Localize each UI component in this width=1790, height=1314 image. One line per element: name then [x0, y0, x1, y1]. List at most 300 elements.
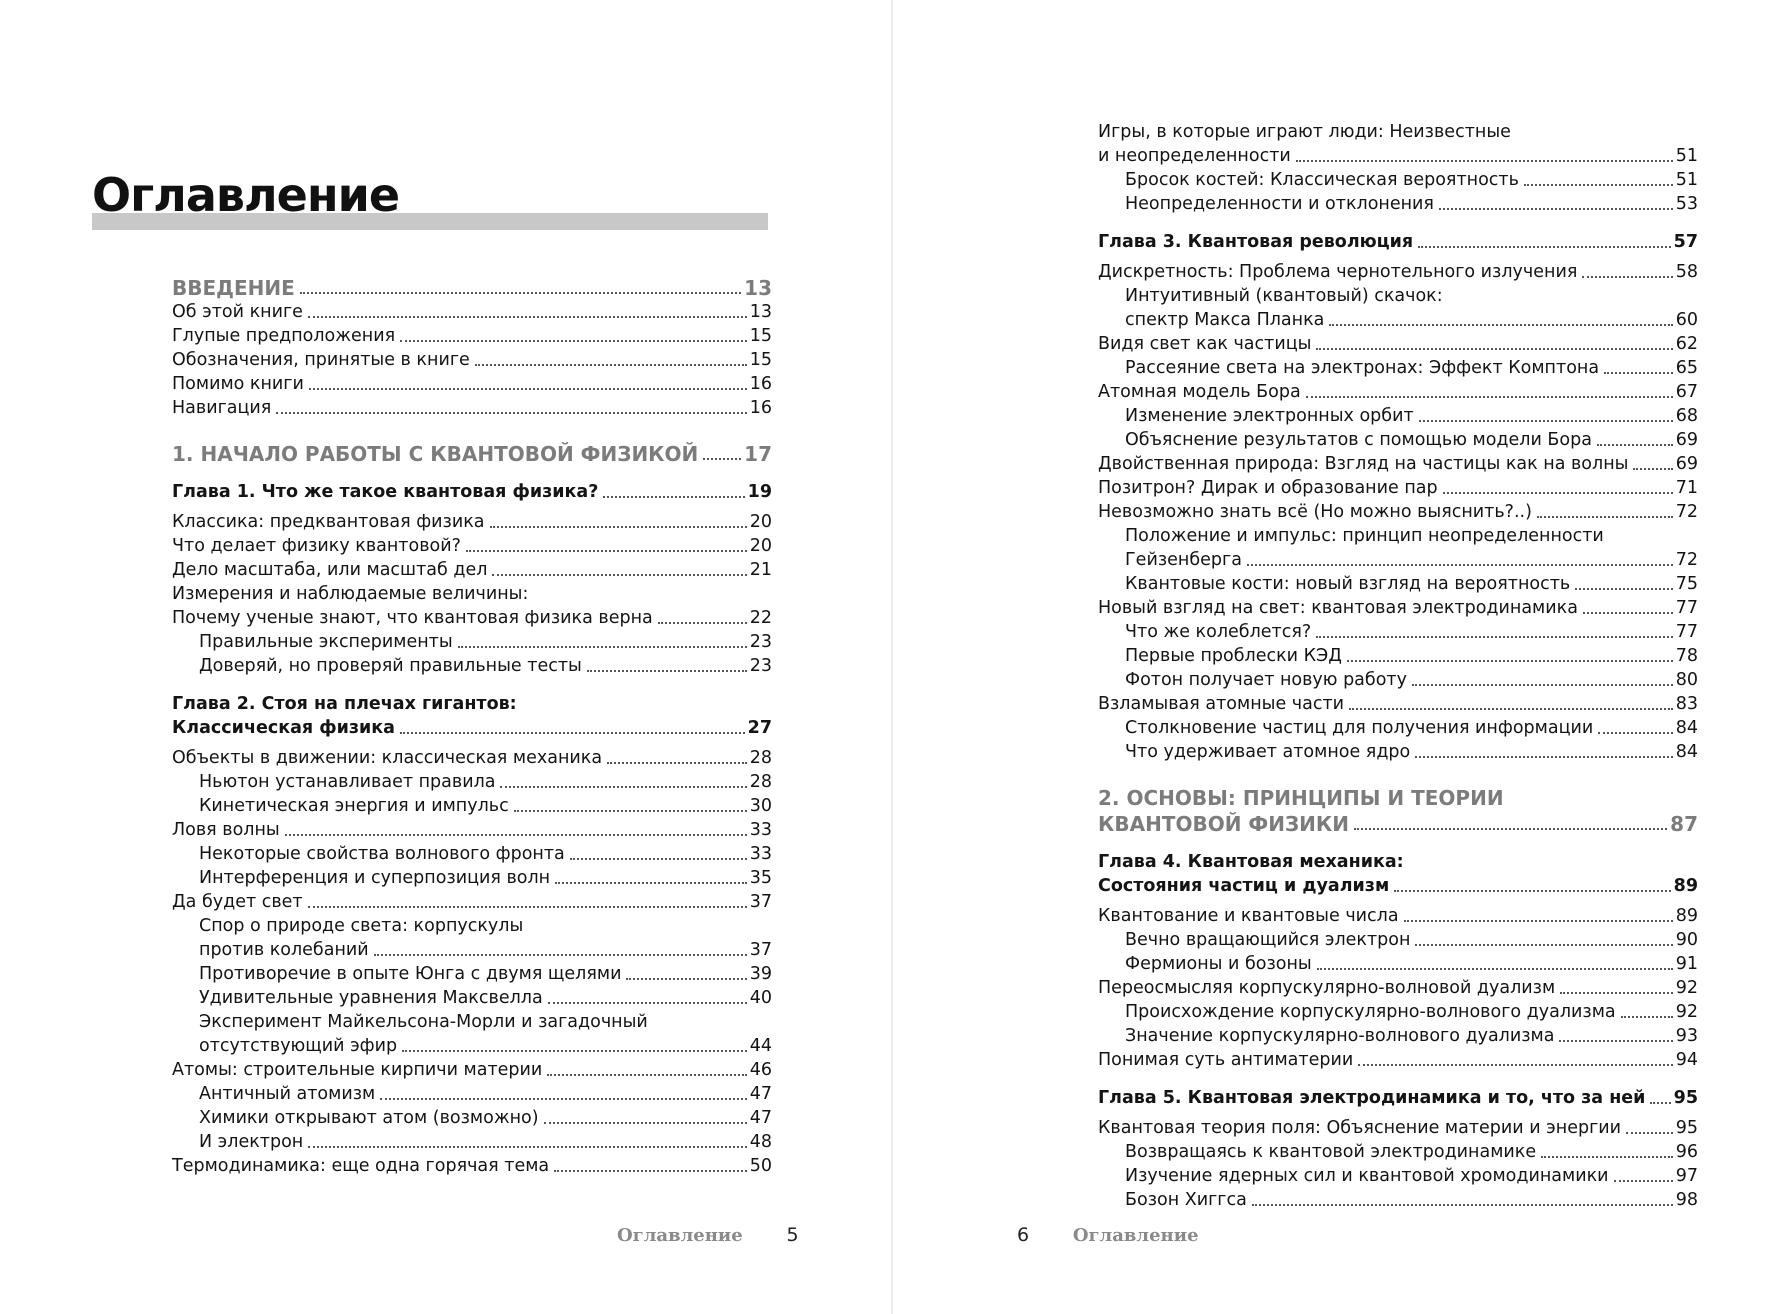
toc-page-number: 94 — [1675, 1050, 1698, 1070]
toc-page-number: 37 — [749, 892, 772, 912]
toc-entry-title: Квантовые кости: новый взгляд на вероятность — [1125, 574, 1571, 594]
toc-entry — [1098, 192, 1698, 216]
toc-page-number: 87 — [1670, 812, 1698, 836]
toc-entry-title: Переосмысляя корпускулярно-волновой дуализм — [1098, 978, 1556, 998]
toc-entry — [1098, 524, 1698, 548]
dot-leader — [1329, 324, 1672, 326]
toc-page-number: 35 — [749, 868, 772, 888]
toc-entry-title: 2. ОСНОВЫ: ПРИНЦИПЫ И ТЕОРИИ — [1098, 786, 1504, 810]
dot-leader — [492, 574, 746, 576]
dot-leader — [1412, 684, 1673, 686]
toc-page-number: 17 — [744, 442, 772, 466]
dot-leader — [475, 364, 747, 366]
toc-entry — [172, 324, 772, 348]
toc-chapter-heading — [172, 480, 772, 504]
toc-chapter-heading — [1098, 1086, 1698, 1110]
toc-page-number: 78 — [1675, 646, 1698, 666]
toc-page-number: 69 — [1675, 454, 1698, 474]
dot-leader — [1650, 1102, 1670, 1104]
toc-page-number: 83 — [1675, 694, 1698, 714]
dot-leader — [402, 1050, 747, 1052]
toc-entry-title: Интерференция и суперпозиция волн — [199, 868, 551, 888]
toc-page-number: 23 — [749, 632, 772, 652]
toc-page-number: 97 — [1675, 1166, 1698, 1186]
toc-entry-title: КВАНТОВОЙ ФИЗИКИ — [1098, 812, 1350, 836]
running-footer-label: Оглавление — [617, 1225, 743, 1246]
toc-entry-title: Атомы: строительные кирпичи материи — [172, 1060, 543, 1080]
toc-entry-title: Игры, в которые играют люди: Неизвестные — [1098, 122, 1511, 142]
dot-leader — [544, 1122, 747, 1124]
dot-leader — [1317, 968, 1673, 970]
dot-leader — [1621, 1016, 1673, 1018]
toc-entry-title: Ловя волны — [172, 820, 280, 840]
toc-entry-title: Что удерживает атомное ядро — [1125, 742, 1411, 762]
toc-entry — [172, 890, 772, 914]
dot-leader — [1524, 184, 1673, 186]
toc-entry-title: Почему ученые знают, что квантовая физика верна — [172, 608, 653, 628]
dot-leader — [1541, 1156, 1673, 1158]
toc-page-number: 47 — [749, 1084, 772, 1104]
toc-entry — [172, 372, 772, 396]
toc-entry — [1098, 356, 1698, 380]
dot-leader — [1316, 636, 1673, 638]
toc-entry-title: Возвращаясь к квантовой электродинамике — [1125, 1142, 1537, 1162]
toc-page-number: 80 — [1675, 670, 1698, 690]
toc-page-number: 67 — [1675, 382, 1698, 402]
toc-entry-title: Глава 3. Квантовая революция — [1098, 232, 1414, 252]
toc-page-number: 68 — [1675, 406, 1698, 426]
toc-page-number: 96 — [1675, 1142, 1698, 1162]
toc-entry — [172, 300, 772, 324]
toc-entry — [172, 914, 772, 938]
dot-leader — [1439, 208, 1673, 210]
toc-entry — [172, 818, 772, 842]
toc-entry-title: спектр Макса Планка — [1125, 310, 1325, 330]
toc-entry — [1098, 380, 1698, 404]
toc-entry — [172, 606, 772, 630]
toc-page-number: 21 — [749, 560, 772, 580]
toc-page-number: 95 — [1673, 1088, 1698, 1108]
toc-chapter-heading — [1098, 850, 1698, 874]
toc-entry-title: Неопределенности и отклонения — [1125, 194, 1434, 214]
toc-entry — [172, 1106, 772, 1130]
dot-leader — [490, 526, 747, 528]
toc-entry-title: отсутствующий эфир — [199, 1036, 398, 1056]
toc-entry — [1098, 668, 1698, 692]
toc-entry — [1098, 1024, 1698, 1048]
dot-leader — [1559, 1040, 1672, 1042]
toc-page-number: 69 — [1675, 430, 1698, 450]
toc-part-heading — [172, 442, 772, 466]
page-number: 5 — [786, 1224, 799, 1246]
toc-page-number: 72 — [1675, 550, 1698, 570]
dot-leader — [570, 858, 747, 860]
toc-entry — [1098, 1188, 1698, 1212]
toc-entry-title: Вечно вращающийся электрон — [1125, 930, 1411, 950]
toc-entry — [1098, 1140, 1698, 1164]
toc-page-number: 46 — [749, 1060, 772, 1080]
toc-entry — [1098, 1116, 1698, 1140]
toc-entry — [1098, 144, 1698, 168]
toc-entry-title: Об этой книге — [172, 302, 303, 322]
toc-entry — [172, 630, 772, 654]
toc-entry — [1098, 500, 1698, 524]
toc-page-number: 15 — [749, 350, 772, 370]
toc-entry — [172, 962, 772, 986]
toc-page-number: 92 — [1675, 978, 1698, 998]
dot-leader — [1306, 396, 1673, 398]
toc-page-number: 77 — [1675, 622, 1698, 642]
toc-entry — [1098, 548, 1698, 572]
dot-leader — [400, 340, 747, 342]
toc-entry — [172, 510, 772, 534]
toc-entry — [1098, 428, 1698, 452]
toc-page-number: 84 — [1675, 718, 1698, 738]
toc-entry-title: Глава 4. Квантовая механика: — [1098, 852, 1404, 872]
toc-entry-title: Эксперимент Майкельсона-Морли и загадочный — [199, 1012, 648, 1032]
dot-leader — [1354, 828, 1667, 830]
toc-entry-title: Классика: предквантовая физика — [172, 512, 485, 532]
dot-leader — [1296, 160, 1673, 162]
toc-page-number: 60 — [1675, 310, 1698, 330]
toc-entry — [172, 582, 772, 606]
dot-leader — [1604, 372, 1673, 374]
toc-entry — [172, 1010, 772, 1034]
right-page — [893, 0, 1790, 1314]
left-footer — [617, 1224, 799, 1246]
toc-entry-title: Положение и импульс: принцип неопределенности — [1125, 526, 1604, 546]
running-footer-label: Оглавление — [1072, 1225, 1199, 1246]
toc-entry — [172, 534, 772, 558]
toc-entry — [1098, 928, 1698, 952]
toc-entry-title: Доверяй, но проверяй правильные тесты — [199, 656, 582, 676]
toc-entry — [172, 986, 772, 1010]
page-number: 6 — [1017, 1224, 1030, 1246]
toc-entry-title: Квантовая теория поля: Объяснение материи и энергии — [1098, 1118, 1622, 1138]
toc-entry — [1098, 740, 1698, 764]
toc-entry-title: Объекты в движении: классическая механика — [172, 748, 603, 768]
toc-page-number: 84 — [1675, 742, 1698, 762]
toc-entry-title: Гейзенберга — [1125, 550, 1242, 570]
toc-entry — [172, 558, 772, 582]
toc-page-number: 98 — [1675, 1190, 1698, 1210]
toc-page-number: 23 — [749, 656, 772, 676]
toc-entry-title: Кинетическая энергия и импульс — [199, 796, 509, 816]
dot-leader — [466, 550, 747, 552]
toc-page-number: 93 — [1675, 1026, 1698, 1046]
dot-leader — [1394, 890, 1670, 892]
dot-leader — [1626, 1132, 1673, 1134]
toc-entry — [172, 348, 772, 372]
toc-entry — [172, 1082, 772, 1106]
toc-entry — [172, 770, 772, 794]
dot-leader — [1582, 276, 1672, 278]
toc-entry-title: Спор о природе света: корпускулы — [199, 916, 524, 936]
dot-leader — [555, 882, 747, 884]
toc-chapter-heading — [172, 716, 772, 740]
toc-entry — [1098, 260, 1698, 284]
toc-entry — [172, 1058, 772, 1082]
toc-entry — [1098, 1000, 1698, 1024]
toc-page-number: 15 — [749, 326, 772, 346]
dot-leader — [1575, 588, 1673, 590]
toc-page-number: 47 — [749, 1108, 772, 1128]
toc-entry — [1098, 1164, 1698, 1188]
toc-entry — [172, 1154, 772, 1178]
toc-entry — [1098, 716, 1698, 740]
dot-leader — [548, 1002, 747, 1004]
toc-entry-title: Новый взгляд на свет: квантовая электродинамика — [1098, 598, 1578, 618]
toc-chapter-heading — [172, 692, 772, 716]
toc-chapter-heading — [1098, 874, 1698, 898]
dot-leader — [308, 1146, 746, 1148]
toc-entry-title: Химики открывают атом (возможно) — [199, 1108, 539, 1128]
toc-page-number: 57 — [1673, 232, 1698, 252]
dot-leader — [1349, 708, 1673, 710]
toc-page-number: 51 — [1675, 146, 1698, 166]
toc-entry-title: И электрон — [199, 1132, 304, 1152]
toc-entry — [172, 1130, 772, 1154]
toc-entry — [1098, 168, 1698, 192]
toc-page-number: 28 — [749, 748, 772, 768]
dot-leader — [1614, 1180, 1673, 1182]
toc-entry — [1098, 572, 1698, 596]
toc-entry-title: Фотон получает новую работу — [1125, 670, 1407, 690]
toc-entry-title: 1. НАЧАЛО РАБОТЫ С КВАНТОВОЙ ФИЗИКОЙ — [172, 442, 699, 466]
dot-leader — [400, 732, 745, 734]
dot-leader — [300, 292, 741, 294]
toc-entry-title: Состояния частиц и дуализм — [1098, 876, 1390, 896]
toc-page-number: 40 — [749, 988, 772, 1008]
toc-entry — [1098, 404, 1698, 428]
toc-entry-title: Помимо книги — [172, 374, 304, 394]
toc-entry — [1098, 952, 1698, 976]
toc-entry-title: Квантование и квантовые числа — [1098, 906, 1399, 926]
toc-entry-title: Глава 2. Стоя на плечах гигантов: — [172, 694, 517, 714]
toc-entry-title: Навигация — [172, 398, 272, 418]
toc-entry-title: Да будет свет — [172, 892, 303, 912]
toc-entry-title: Некоторые свойства волнового фронта — [199, 844, 565, 864]
toc-entry — [172, 938, 772, 962]
toc-entry-title: Ньютон устанавливает правила — [199, 772, 496, 792]
dot-leader — [1347, 660, 1673, 662]
toc-entry-title: Первые проблески КЭД — [1125, 646, 1342, 666]
toc-page-number: 58 — [1675, 262, 1698, 282]
toc-page-number: 62 — [1675, 334, 1698, 354]
toc-entry-title: Интуитивный (квантовый) скачок: — [1125, 286, 1443, 306]
toc-page-number: 16 — [749, 398, 772, 418]
toc-page-number: 95 — [1675, 1118, 1698, 1138]
right-footer — [1017, 1224, 1199, 1246]
toc-part-heading — [1098, 812, 1698, 836]
dot-leader — [1247, 564, 1673, 566]
dot-leader — [1419, 420, 1673, 422]
dot-leader — [587, 670, 747, 672]
toc-entry — [172, 866, 772, 890]
dot-leader — [658, 622, 747, 624]
toc-entry — [1098, 284, 1698, 308]
toc-entry — [1098, 644, 1698, 668]
toc-entry-title: Обозначения, принятые в книге — [172, 350, 470, 370]
toc-page-number: 16 — [749, 374, 772, 394]
dot-leader — [554, 1170, 747, 1172]
toc-page-number: 30 — [749, 796, 772, 816]
dot-leader — [285, 834, 747, 836]
toc-entry — [172, 1034, 772, 1058]
toc-page-number: 89 — [1673, 876, 1698, 896]
dot-leader — [1316, 348, 1672, 350]
toc-entry — [1098, 596, 1698, 620]
toc-entry-title: Классическая физика — [172, 718, 395, 738]
toc-page-number: 89 — [1675, 906, 1698, 926]
dot-leader — [1560, 992, 1673, 994]
toc-entry-title: Дискретность: Проблема чернотельного излучения — [1098, 262, 1578, 282]
dot-leader — [1418, 246, 1671, 248]
dot-leader — [1404, 920, 1673, 922]
toc-page-number: 28 — [749, 772, 772, 792]
dot-leader — [308, 906, 747, 908]
toc-entry-title: Изучение ядерных сил и квантовой хромодинамики — [1125, 1166, 1609, 1186]
dot-leader — [276, 412, 746, 414]
dot-leader — [547, 1074, 746, 1076]
toc-entry-title: Фермионы и бозоны — [1125, 954, 1312, 974]
dot-leader — [500, 786, 746, 788]
toc-page-number: 48 — [749, 1132, 772, 1152]
toc-entry — [172, 842, 772, 866]
toc-page-number: 19 — [747, 482, 772, 502]
toc-entry-title: Античный атомизм — [199, 1084, 376, 1104]
toc-entry-title: Удивительные уравнения Максвелла — [199, 988, 543, 1008]
toc-entry-title: Термодинамика: еще одна горячая тема — [172, 1156, 550, 1176]
toc-entry-title: Глупые предположения — [172, 326, 396, 346]
toc-right-column — [1098, 120, 1698, 1212]
toc-page-number: 22 — [749, 608, 772, 628]
toc-entry-title: Столкновение частиц для получения информации — [1125, 718, 1594, 738]
toc-entry-title: Атомная модель Бора — [1098, 382, 1301, 402]
toc-entry-title: Правильные эксперименты — [199, 632, 453, 652]
toc-entry-title: против колебаний — [199, 940, 369, 960]
dot-leader — [458, 646, 747, 648]
left-page — [0, 0, 893, 1314]
toc-page-number: 72 — [1675, 502, 1698, 522]
dot-leader — [1415, 756, 1672, 758]
toc-entry-title: Что же колеблется? — [1125, 622, 1312, 642]
toc-entry-title: Невозможно знать всё (Но можно выяснить?..) — [1098, 502, 1532, 522]
toc-entry-title: Рассеяние света на электронах: Эффект Комптона — [1125, 358, 1600, 378]
toc-entry-title: Дело масштаба, или масштаб дел — [172, 560, 488, 580]
toc-entry-title: и неопределенности — [1098, 146, 1291, 166]
toc-entry — [1098, 620, 1698, 644]
dot-leader — [1633, 468, 1672, 470]
toc-page-number: 90 — [1675, 930, 1698, 950]
toc-entry — [1098, 476, 1698, 500]
dot-leader — [308, 316, 747, 318]
toc-entry-title: Глава 5. Квантовая электродинамика и то, что за ней — [1098, 1088, 1646, 1108]
toc-entry-title: Объяснение результатов с помощью модели Бора — [1125, 430, 1592, 450]
toc-page-number: 39 — [749, 964, 772, 984]
dot-leader — [1358, 1064, 1672, 1066]
dot-leader — [1598, 732, 1672, 734]
dot-leader — [374, 954, 747, 956]
toc-entry — [172, 654, 772, 678]
toc-entry-title: Изменение электронных орбит — [1125, 406, 1414, 426]
toc-entry — [1098, 120, 1698, 144]
toc-page-number: 20 — [749, 536, 772, 556]
dot-leader — [1537, 516, 1673, 518]
toc-entry — [1098, 976, 1698, 1000]
dot-leader — [1252, 1204, 1673, 1206]
toc-entry-title: Происхождение корпускулярно-волнового дуализма — [1125, 1002, 1616, 1022]
toc-entry-title: Взламывая атомные части — [1098, 694, 1345, 714]
toc-page-number: 53 — [1675, 194, 1698, 214]
toc-page-number: 50 — [749, 1156, 772, 1176]
toc-entry — [1098, 692, 1698, 716]
dot-leader — [309, 388, 747, 390]
toc-entry-title: Видя свет как частицы — [1098, 334, 1312, 354]
toc-entry-title: Глава 1. Что же такое квантовая физика? — [172, 482, 599, 502]
toc-page-number: 77 — [1675, 598, 1698, 618]
toc-part-heading — [1098, 786, 1698, 812]
dot-leader — [607, 762, 747, 764]
toc-entry-title: Бозон Хиггса — [1125, 1190, 1247, 1210]
toc-page-number: 92 — [1675, 1002, 1698, 1022]
toc-left-column — [172, 276, 772, 1178]
toc-page-number: 33 — [749, 820, 772, 840]
toc-page-number: 44 — [749, 1036, 772, 1056]
toc-page-number: 27 — [747, 718, 772, 738]
toc-page-number: 91 — [1675, 954, 1698, 974]
page-title: Оглавление — [92, 168, 400, 222]
toc-entry — [1098, 452, 1698, 476]
toc-entry-title: Двойственная природа: Взгляд на частицы как на волны — [1098, 454, 1629, 474]
toc-page-number: 13 — [749, 302, 772, 322]
toc-chapter-heading — [1098, 230, 1698, 254]
dot-leader — [1583, 612, 1673, 614]
dot-leader — [1415, 944, 1672, 946]
toc-page-number: 75 — [1675, 574, 1698, 594]
toc-entry — [172, 746, 772, 770]
toc-entry-title: Бросок костей: Классическая вероятность — [1125, 170, 1519, 190]
toc-page-number: 33 — [749, 844, 772, 864]
dot-leader — [603, 496, 744, 498]
dot-leader — [514, 810, 747, 812]
toc-entry — [1098, 1048, 1698, 1072]
toc-entry-title: Что делает физику квантовой? — [172, 536, 461, 556]
toc-page-number: 51 — [1675, 170, 1698, 190]
dot-leader — [1597, 444, 1673, 446]
toc-part-heading — [172, 276, 772, 300]
toc-page-number: 37 — [749, 940, 772, 960]
toc-entry-title: Позитрон? Дирак и образование пар — [1098, 478, 1438, 498]
toc-page-number: 65 — [1675, 358, 1698, 378]
toc-entry — [172, 396, 772, 420]
toc-entry-title: Измерения и наблюдаемые величины: — [172, 584, 529, 604]
toc-entry — [1098, 332, 1698, 356]
toc-page-number: 20 — [749, 512, 772, 532]
toc-entry — [172, 794, 772, 818]
toc-entry — [1098, 904, 1698, 928]
dot-leader — [380, 1098, 746, 1100]
toc-page-number: 13 — [744, 276, 772, 300]
dot-leader — [626, 978, 746, 980]
toc-entry-title: Противоречие в опыте Юнга с двумя щелями — [199, 964, 622, 984]
dot-leader — [1443, 492, 1673, 494]
toc-entry — [1098, 308, 1698, 332]
toc-entry-title: ВВЕДЕНИЕ — [172, 276, 295, 300]
toc-page-number: 71 — [1675, 478, 1698, 498]
toc-entry-title: Понимая суть антиматерии — [1098, 1050, 1354, 1070]
dot-leader — [703, 458, 741, 460]
